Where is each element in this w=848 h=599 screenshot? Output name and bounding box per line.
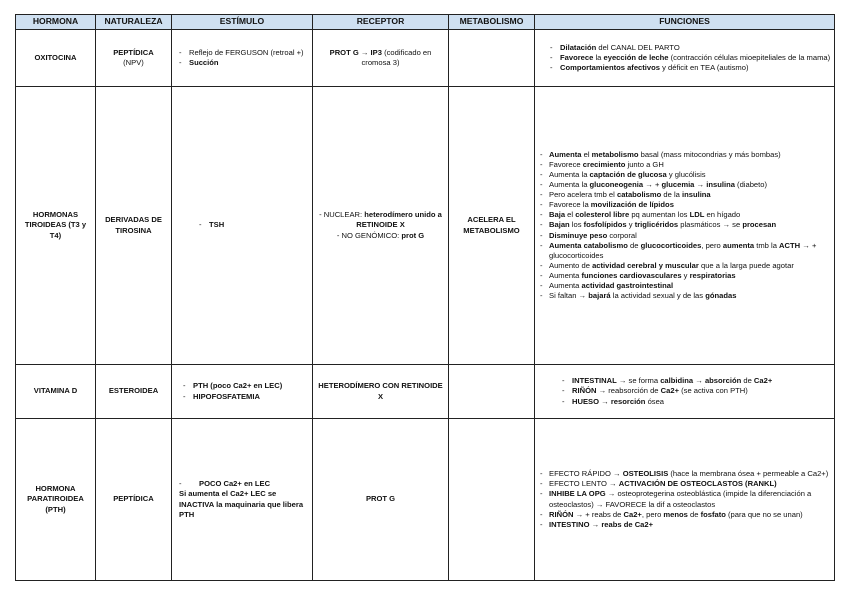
hormones-table bbox=[15, 14, 835, 581]
function-item: - Favorece crecimiento junto a GH bbox=[538, 160, 831, 170]
tiroideas-funciones bbox=[535, 87, 835, 365]
pth-naturaleza: PEPTÍDICA bbox=[96, 419, 172, 581]
function-item: - Aumenta la gluconeogenia → + glucemia → insulina (diabeto) bbox=[538, 180, 831, 190]
pth-estimulo bbox=[172, 419, 313, 581]
vitamina-d-naturaleza: ESTEROIDEA bbox=[96, 365, 172, 419]
oxitocina-naturaleza-origin: (NPV) bbox=[123, 58, 144, 67]
function-item: - INHIBE LA OPG → osteoprotegerina osteoblástica (impide la diferenciación a osteoclastos) → FAVORECE la dif a osteoclastos bbox=[538, 489, 831, 509]
function-item: - Favorece la movilización de lípidos bbox=[538, 200, 831, 210]
oxitocina-naturaleza-type: PEPTÍDICA bbox=[113, 47, 154, 57]
function-item: - EFECTO RÁPIDO → OSTEOLISIS (hace la membrana ósea + permeable a Ca2+) bbox=[538, 469, 831, 479]
pth-metabolismo bbox=[449, 419, 535, 581]
header-metabolismo: METABOLISMO bbox=[449, 15, 535, 30]
oxitocina-estimulo-text: Succión bbox=[189, 58, 219, 67]
function-item: - EFECTO LENTO → ACTIVACIÓN DE OSTEOCLASTOS (RANKL) bbox=[538, 479, 831, 489]
function-item: - HUESO → resorción ósea bbox=[550, 397, 831, 407]
oxitocina-receptor-main: PROT G → IP3 bbox=[329, 47, 382, 57]
pth-hormona: HORMONA PARATIROIDEA (PTH) bbox=[16, 419, 96, 581]
function-item: - Aumento de actividad cerebral y muscular que a la larga puede agotar bbox=[538, 261, 831, 271]
function-item: - Baja el colesterol libre pq aumentan los LDL en hígado bbox=[538, 210, 831, 220]
oxitocina-hormona: OXITOCINA bbox=[16, 30, 96, 87]
pth-funciones bbox=[535, 419, 835, 581]
tiroideas-estimulo-text: TSH bbox=[209, 220, 225, 230]
oxitocina-estimulo bbox=[172, 30, 313, 87]
function-item: - Disminuye peso corporal bbox=[538, 231, 831, 241]
oxitocina-receptor-note: (codificado en cromosa 3) bbox=[361, 47, 432, 67]
vitamina-d-estimulo-item bbox=[179, 392, 309, 402]
function-item: - Aumenta la captación de glucosa y glucólisis bbox=[538, 170, 831, 180]
function-item: - Si faltan → bajará la actividad sexual y de las gónadas bbox=[538, 291, 831, 301]
vitamina-d-estimulo-item bbox=[179, 381, 309, 391]
tiroideas-metabolismo: ACELERA EL METABOLISMO bbox=[449, 87, 535, 365]
vitamina-d-funciones bbox=[535, 365, 835, 419]
row-vitamina-d bbox=[16, 365, 835, 419]
tiroideas-receptor-item: - NUCLEAR: heterodímero unido a RETINOIDE X bbox=[319, 210, 442, 230]
header-funciones: FUNCIONES bbox=[535, 15, 835, 30]
row-tiroideas bbox=[16, 87, 835, 365]
header-naturaleza: NATURALEZA bbox=[96, 15, 172, 30]
tiroideas-naturaleza: DERIVADAS DE TIROSINA bbox=[96, 87, 172, 365]
vitamina-d-estimulo bbox=[172, 365, 313, 419]
oxitocina-metabolismo bbox=[449, 30, 535, 87]
function-item: - Aumenta catabolismo de glucocorticoides, pero aumenta tmb la ACTH → + glucocorticoides bbox=[538, 241, 831, 261]
header-row bbox=[16, 15, 835, 30]
function-item: - Aumenta el metabolismo basal (mass mitocondrias y más bombas) bbox=[538, 150, 831, 160]
vitamina-d-hormona: VITAMINA D bbox=[16, 365, 96, 419]
pth-receptor: PROT G bbox=[313, 419, 449, 581]
vitamina-d-metabolismo bbox=[449, 365, 535, 419]
tiroideas-estimulo-item bbox=[195, 220, 309, 230]
function-item: - Pero acelera tmb el catabolismo de la insulina bbox=[538, 190, 831, 200]
header-receptor: RECEPTOR bbox=[313, 15, 449, 30]
function-item: - RIÑÓN → reabsorción de Ca2+ (se activa con PTH) bbox=[550, 386, 831, 396]
function-item: - RIÑÓN → + reabs de Ca2+, pero menos de fosfato (para que no se unan) bbox=[538, 510, 831, 520]
function-item: - Aumenta actividad gastrointestinal bbox=[538, 281, 831, 291]
tiroideas-receptor-item: - NO GENÓMICO: prot G bbox=[336, 230, 425, 240]
pth-estimulo-item bbox=[175, 479, 309, 489]
function-item: - INTESTINAL → se forma calbidina → absorción de Ca2+ bbox=[550, 376, 831, 386]
vitamina-d-receptor: HETERODÍMERO CON RETINOIDE X bbox=[313, 365, 449, 419]
oxitocina-funciones bbox=[535, 30, 835, 87]
function-item: - Dilatación del CANAL DEL PARTO bbox=[538, 43, 831, 53]
vitamina-d-estimulo-text: HIPOFOSFATEMIA bbox=[193, 391, 260, 401]
oxitocina-receptor bbox=[313, 30, 449, 87]
function-item: - INTESTINO → reabs de Ca2+ bbox=[538, 520, 831, 530]
function-item: - Favorece la eyección de leche (contracción células mioepiteliales de la mama) bbox=[538, 53, 831, 63]
vitamina-d-estimulo-text: PTH (poco Ca2+ en LEC) bbox=[193, 381, 283, 391]
oxitocina-estimulo-text: Reflejo de FERGUSON (retroal +) bbox=[189, 47, 304, 57]
row-oxitocina bbox=[16, 30, 835, 87]
tiroideas-estimulo bbox=[172, 87, 313, 365]
function-item: - Bajan los fosfolípidos y triglicéridos plasmáticos → se procesan bbox=[538, 220, 831, 230]
function-item: - Aumenta funciones cardiovasculares y respiratorias bbox=[538, 271, 831, 281]
tiroideas-hormona: HORMONAS TIROIDEAS (T3 y T4) bbox=[16, 87, 96, 365]
tiroideas-receptor bbox=[313, 87, 449, 365]
header-hormona: HORMONA bbox=[16, 15, 96, 30]
function-item: - Comportamientos afectivos y déficit en TEA (autismo) bbox=[538, 63, 831, 73]
oxitocina-estimulo-item bbox=[175, 48, 309, 58]
pth-estimulo-note: Si aumenta el Ca2+ LEC se INACTIVA la maquinaria que libera PTH bbox=[179, 489, 304, 519]
oxitocina-naturaleza bbox=[96, 30, 172, 87]
row-pth bbox=[16, 419, 835, 581]
header-estimulo: ESTÍMULO bbox=[172, 15, 313, 30]
oxitocina-estimulo-item bbox=[175, 58, 309, 68]
pth-estimulo-text: POCO Ca2+ en LEC bbox=[199, 479, 271, 489]
